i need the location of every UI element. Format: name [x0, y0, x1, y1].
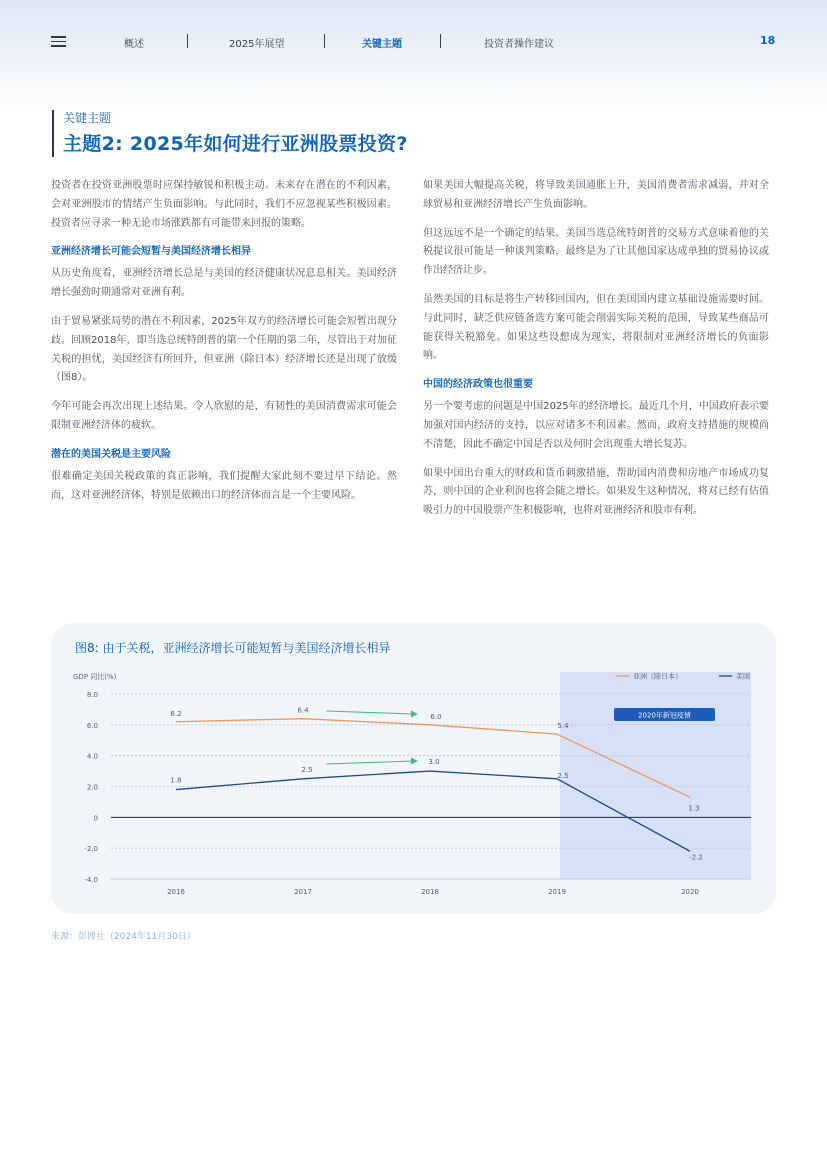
- paragraph: 但这远远不是一个确定的结果。美国当选总统特朗普的交易方式意味着他的关税提议很可能是一种谈判策略，最终是为了让其他国家达成单独的贸易协议或作出经济让步。: [423, 227, 769, 277]
- menu-icon[interactable]: [51, 36, 66, 47]
- us-data-label: 3.0: [428, 758, 440, 767]
- x-tick-label: 2016: [167, 888, 185, 896]
- asia-data-label: 6.2: [170, 709, 182, 718]
- nav-item-investor-advice[interactable]: 投资者操作建议: [484, 39, 554, 50]
- us-data-label: 2.5: [301, 765, 313, 774]
- paragraph: 如果美国大幅提高关税，将导致美国通胀上升，美国消费者需求减弱，并对全球贸易和亚洲经济增长产生负面影响。: [423, 180, 769, 210]
- y-tick-label: 0: [93, 814, 98, 823]
- legend-label-asia: 亚洲（除日本）: [633, 672, 682, 681]
- gdp-line-chart: [51, 623, 776, 914]
- y-tick-label: 8.0: [86, 691, 98, 699]
- section-eyebrow: 关键主题: [63, 111, 112, 125]
- section-heading: 亚洲经济增长可能会短暂与美国经济增长相异: [51, 246, 251, 258]
- us-data-label: 2.5: [557, 771, 569, 780]
- top-navigation: [0, 26, 827, 58]
- trend-arrow-head: [411, 711, 418, 718]
- asia-data-label: 6.4: [297, 706, 309, 715]
- y-tick-label: 4.0: [86, 752, 98, 761]
- y-tick-label: -2.0: [84, 845, 98, 854]
- right-column: [423, 177, 769, 531]
- nav-item-overview[interactable]: 概述: [124, 39, 144, 50]
- nav-item-outlook[interactable]: 2025年展望: [229, 39, 285, 50]
- nav-separator: [187, 34, 188, 48]
- section-heading: 潜在的美国关税是主要风险: [51, 448, 171, 460]
- left-column: [51, 177, 397, 515]
- source-note: 来源：彭博社（2024年11月30日）: [51, 932, 196, 942]
- paragraph: 由于贸易紧张局势的潜在不利因素，2025年双方的经济增长可能会短暂出现分歧。回顾2018年，即当选总统特朗普的第一个任期的第二年，尽管出于对加征关税的担忧，美国经济有所回升，但亚洲（除日本）经济增长还是出现了放缓（图8）。: [51, 315, 397, 384]
- trend-arrow-line: [326, 761, 414, 764]
- y-tick-label: 2.0: [86, 783, 98, 792]
- chart-title: 图8: 由于关税，亚洲经济增长可能短暂与美国经济增长相异: [75, 641, 391, 655]
- paragraph: 另一个要考虑的问题是中国2025年的经济增长。最近几个月，中国政府表示要加强对国内经济的支持，以应对诸多不利因素。然而，政府支持措施的规模尚不清楚，因此不确定中国是否以及何时会出现重大增长复苏。: [423, 401, 769, 450]
- us-data-label: -2.2: [689, 853, 703, 862]
- asia-data-label: 6.0: [430, 712, 442, 721]
- nav-item-key-themes[interactable]: 关键主题: [362, 39, 402, 50]
- x-tick-label: 2018: [421, 888, 439, 896]
- us-data-label: 1.8: [170, 776, 182, 785]
- page-number: 18: [760, 34, 776, 47]
- x-tick-label: 2017: [294, 888, 312, 896]
- legend-label-us: 美国: [736, 672, 750, 681]
- x-tick-label: 2020: [681, 888, 699, 896]
- asia-data-label: 1.3: [688, 804, 700, 813]
- highlight-label: 2020年新冠疫情: [638, 711, 691, 720]
- x-tick-label: 2019: [548, 888, 566, 896]
- nav-separator: [440, 34, 441, 48]
- y-axis-title: GDP 同比(%): [73, 673, 117, 681]
- y-tick-label: -4.0: [84, 876, 98, 884]
- paragraph: 如果中国出台重大的财政和货币刺激措施，帮助国内消费和房地产市场成功复苏，则中国的企业利润也将会随之增长。如果发生这种情况，将对已经有估值吸引力的中国股票产生积极影响，也将对亚洲经济和股市有利。: [423, 467, 769, 517]
- paragraph: 很难确定美国关税政策的真正影响，我们提醒大家此刻不要过早下结论。然而，这对亚洲经济体，特别是依赖出口的经济体而言是一个主要风险。: [51, 470, 397, 501]
- title-accent-bar: [52, 110, 54, 157]
- paragraph: 虽然美国的目标是将生产转移回国内，但在美国国内建立基础设施需要时间。与此同时，缺乏供应链备选方案可能会削弱实际关税的范围，导致某些商品可能获得关税豁免。如果这些设想成为现实，将限制对亚洲经济增长的负面影响。: [423, 293, 769, 362]
- trend-arrow-line: [326, 711, 414, 714]
- asia-data-label: 5.4: [557, 722, 569, 731]
- paragraph: 从历史角度看，亚洲经济增长总是与美国的经济健康状况息息相关。美国经济增长强劲时期通常对亚洲有利。: [51, 268, 397, 299]
- trend-arrow-head: [411, 758, 418, 765]
- nav-separator: [324, 34, 325, 48]
- paragraph: 投资者在投资亚洲股票时应保持敏锐和积极主动。未来存在潜在的不利因素，会对亚洲股市的情绪产生负面影响。与此同时，我们不应忽视某些积极因素。投资者应寻求一种无论市场涨跌都有可能带来回报的策略。: [51, 180, 397, 229]
- y-tick-label: 6.0: [86, 721, 98, 730]
- section-heading: 中国的经济政策也很重要: [423, 379, 533, 391]
- page-title: 主题2: 2025年如何进行亚洲股票投资?: [63, 133, 408, 155]
- paragraph: 今年可能会再次出现上述结果。令人欣慰的是，有韧性的美国消费需求可能会限制亚洲经济体的疲软。: [51, 401, 397, 431]
